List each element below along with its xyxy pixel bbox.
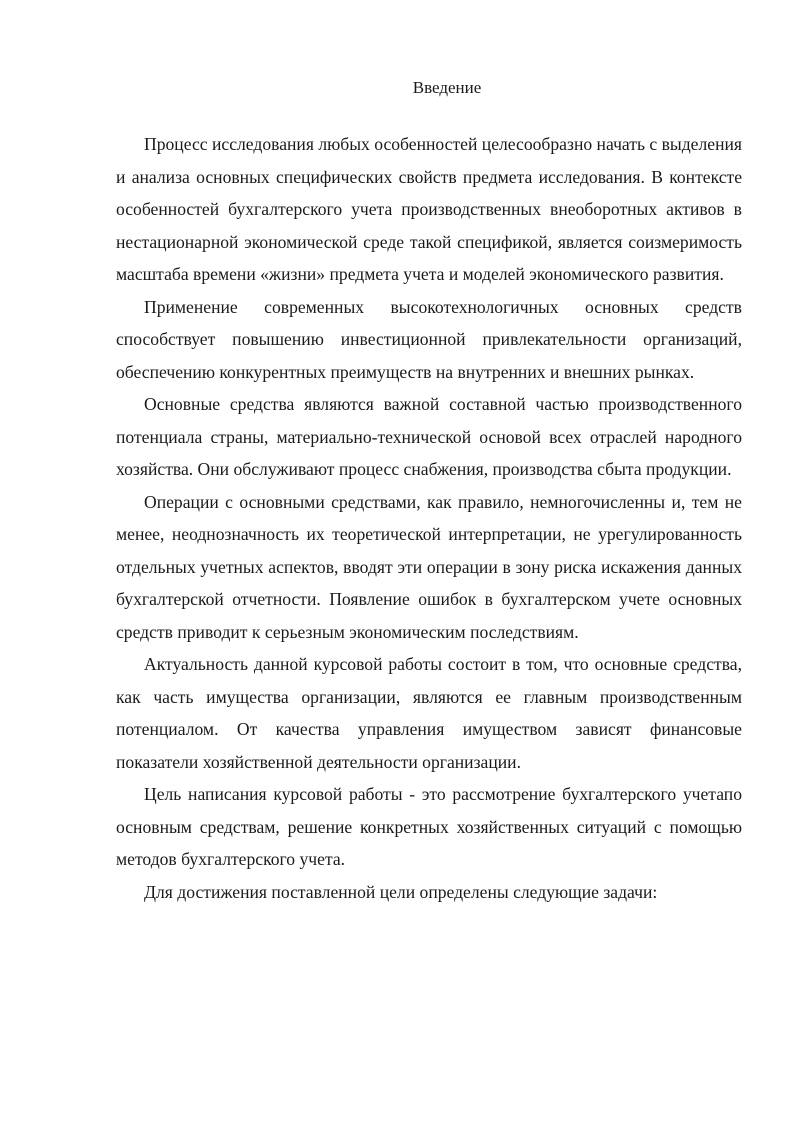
paragraph-5: Актуальность данной курсовой работы состоит в том, что основные средства, как часть имущества организации, являются ее главным производственным потенциалом. От качества управления имуществом зависят финансовые показатели хозяйственной деятельности организации.	[116, 654, 742, 772]
paragraph-4: Операции с основными средствами, как правило, немногочисленны и, тем не менее, неоднозначность их теоретической интерпретации, не урегулированность отдельных учетных аспектов, вводят эти операции в зону риска искажения данных бухгалтерской отчетности. Появление ошибок в бухгалтерском учете основных средств приводит к серьезным экономическим последствиям.	[116, 491, 742, 642]
paragraph-2: Применение современных высокотехнологичных основных средств способствует повышению инвестиционной привлекательности организаций, обеспечению конкурентных преимуществ на внутренних и внешних рынках.	[116, 296, 742, 382]
paragraph-7: Для достижения поставленной цели определены следующие задачи:	[144, 881, 658, 902]
page-title: Введение	[412, 78, 482, 97]
paragraph-3: Основные средства являются важной составной частью производственного потенциала страны, материально-технической основой всех отраслей народного хозяйства. Они обслуживают процесс снабжения, производства сбыта продукции.	[116, 394, 742, 479]
paragraph-6: Цель написания курсовой работы - это рассмотрение бухгалтерского учетапо основным средствам, решение конкретных хозяйственных ситуаций с помощью методов бухгалтерского учета.	[116, 784, 742, 869]
paragraph-1: Процесс исследования любых особенностей целесообразно начать с выделения и анализа основных специфических свойств предмета исследования. В контексте особенностей бухгалтерского учета производственных внеоборотных активов в нестационарной экономической среде такой спецификой, является соизмеримость масштаба времени «жизни» предмета учета и моделей экономического развития.	[116, 134, 742, 284]
